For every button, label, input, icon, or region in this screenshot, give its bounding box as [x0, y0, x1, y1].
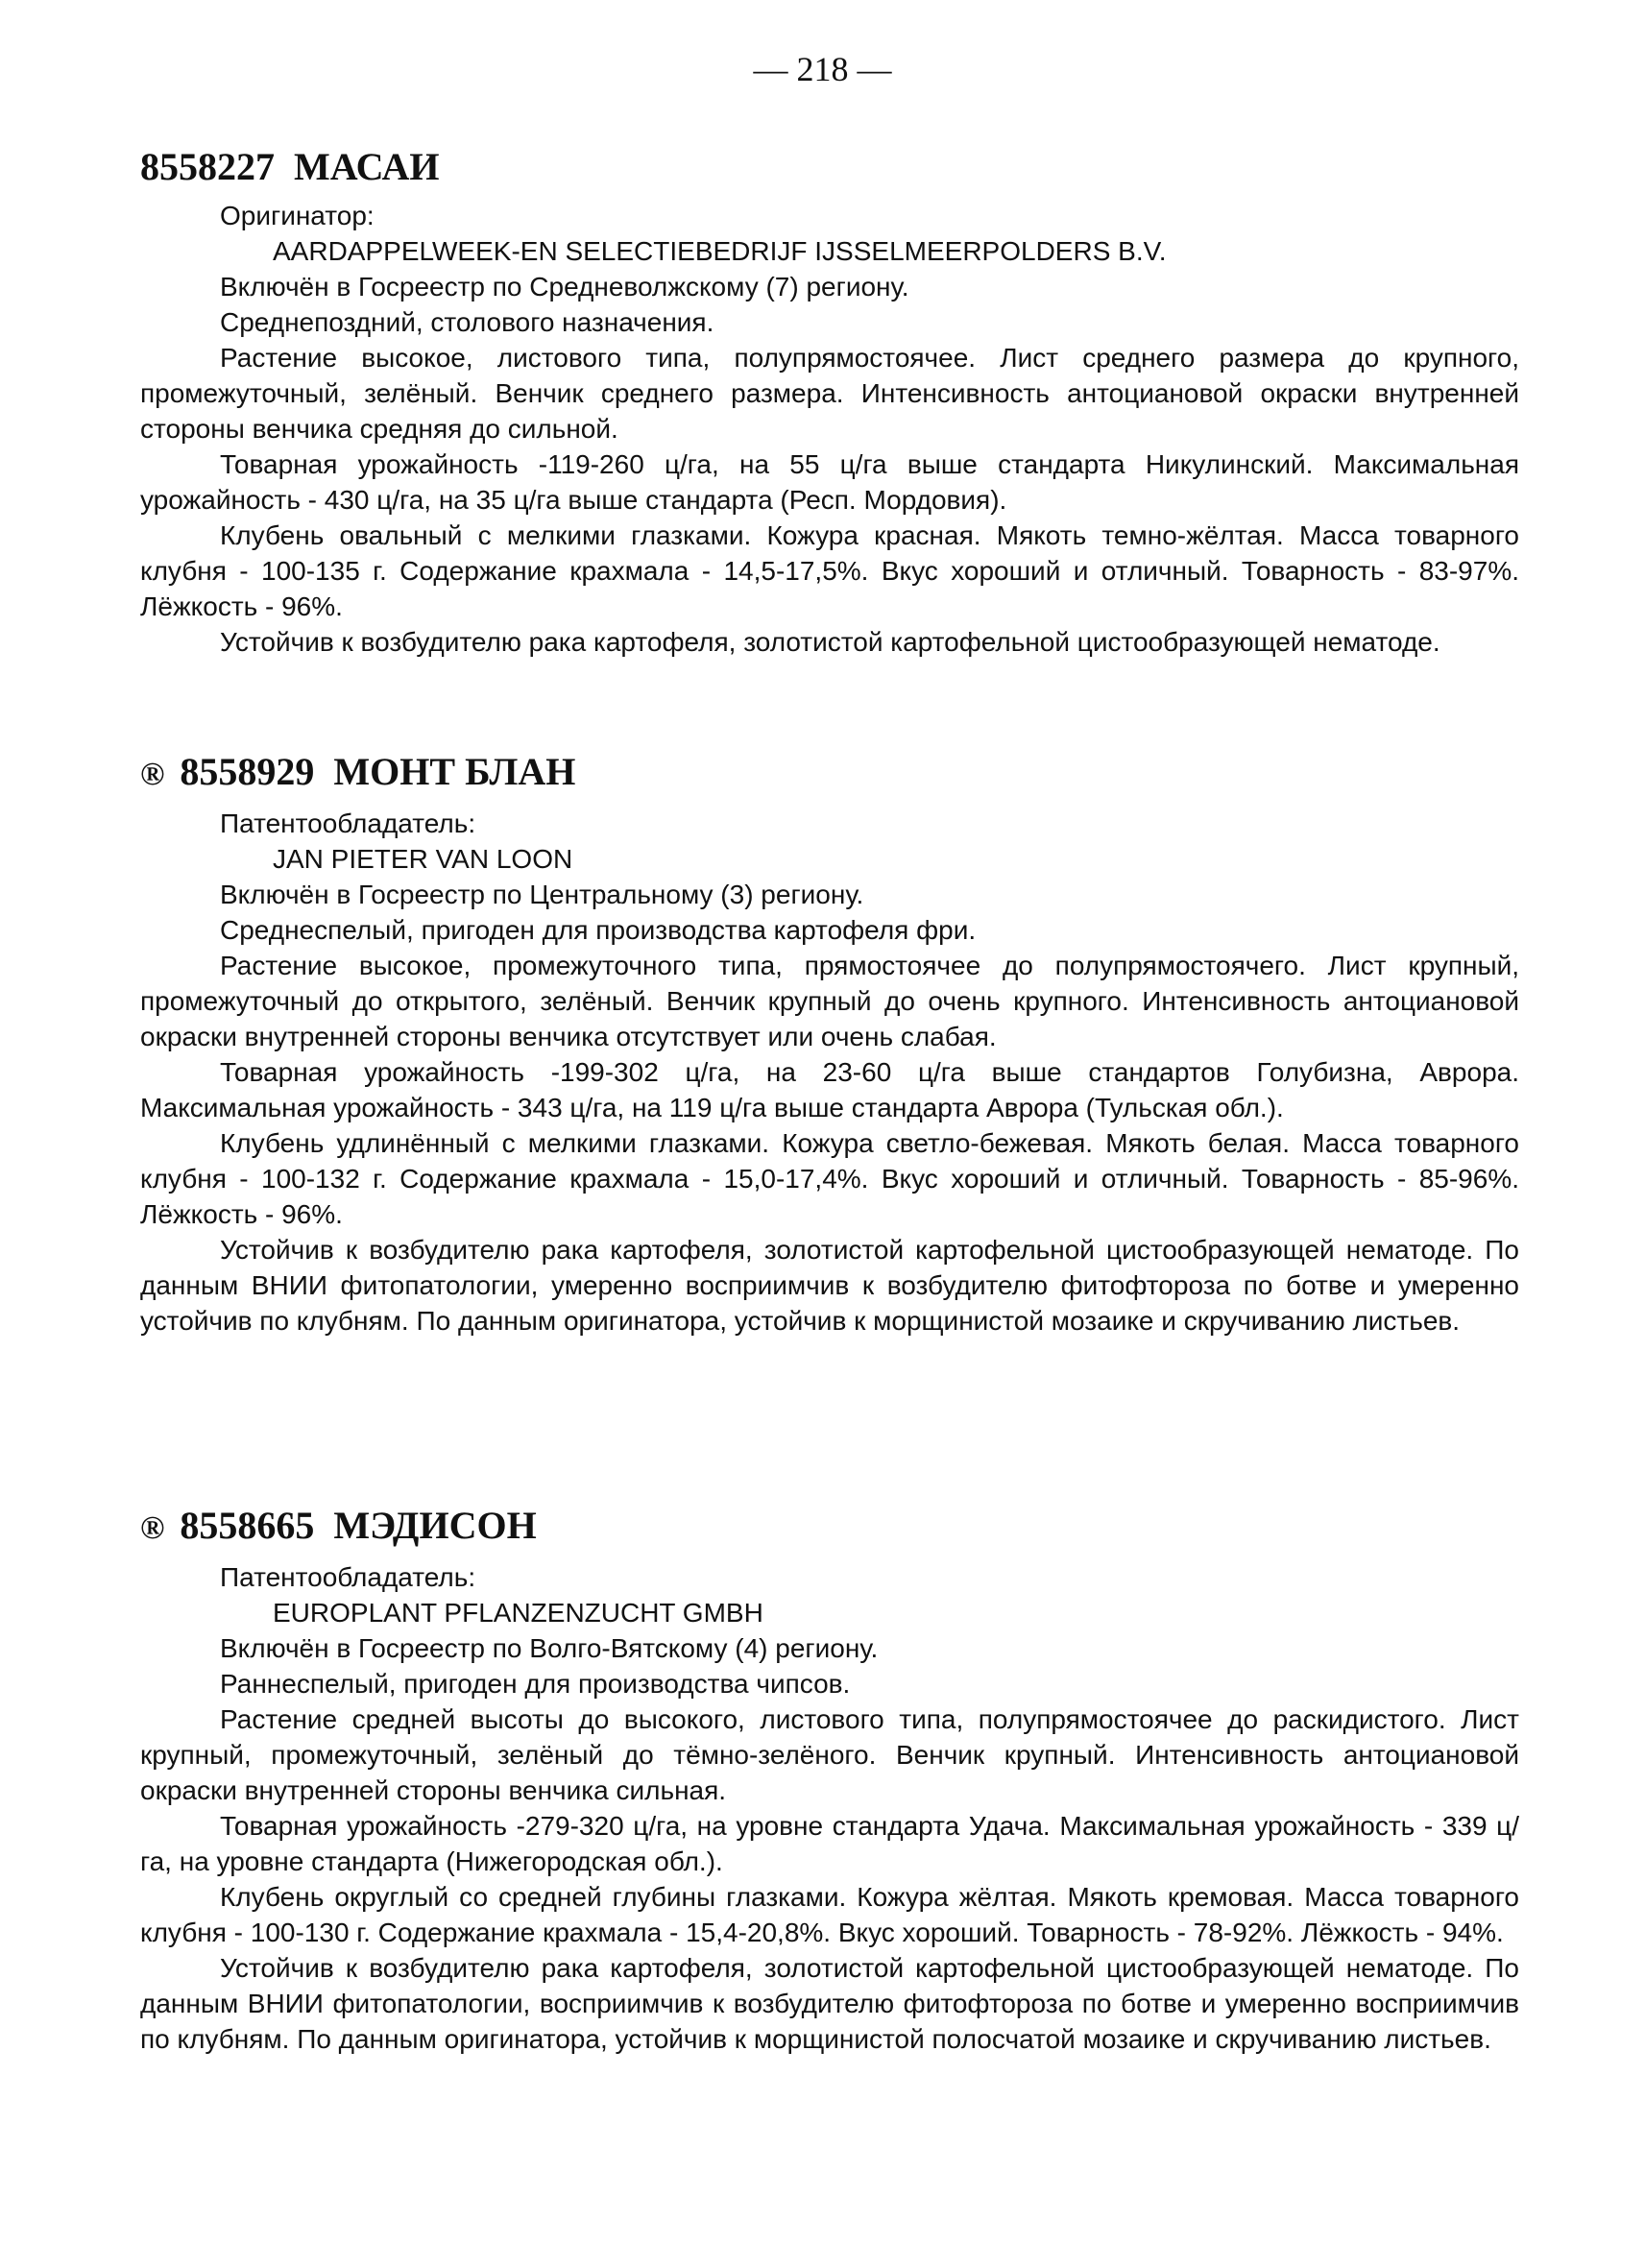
region-text: Включён в Госреестр по Центральному (3) региону. [220, 880, 864, 909]
holder-label: Оригинатор: [220, 201, 375, 230]
region-text: Включён в Госреестр по Средневолжскому (7) региону. [220, 272, 909, 302]
variety-title [140, 144, 1519, 190]
maturity-text: Раннеспелый, пригоден для производства чипсов. [220, 1669, 851, 1699]
resistance-description: Устойчив к возбудителю рака картофеля, золотистой картофельной цистообразующей нематоде. [220, 627, 1440, 657]
variety-entry [140, 144, 1519, 660]
resistance-description: Устойчив к возбудителю рака картофеля, золотистой картофельной цистообразующей нематоде. По данным ВНИИ фитопатологии, умеренно восприимчив к возбудителю фитофтороза по ботве и умеренно устойчив по клубням. По данным оригинатора, устойчив к морщинистой мозаике и скручиванию листьев. [140, 1235, 1519, 1336]
variety-name: МАСАИ [294, 145, 440, 188]
holder-name: EUROPLANT PFLANZENZUCHT GMBH [273, 1598, 763, 1628]
maturity-text: Среднепоздний, столового назначения. [220, 307, 714, 337]
tuber-description: Клубень удлинённый с мелкими глазками. Кожура светло-бежевая. Мякоть белая. Масса товарного клубня - 100-132 г. Содержание крахмала - 15,0-17,4%. Вкус хороший и отличный. Товарность - 85-96%. Лёжкость - 96%. [140, 1128, 1519, 1229]
holder-label: Патентообладатель: [220, 808, 476, 838]
holder-label: Патентообладатель: [220, 1562, 476, 1592]
yield-description: Товарная урожайность -119-260 ц/га, на 55 ц/га выше стандарта Никулинский. Максимальная урожайность - 430 ц/га, на 35 ц/га выше стандарта (Респ. Мордовия). [140, 449, 1519, 515]
variety-name: МЭДИСОН [333, 1504, 537, 1547]
holder-name: JAN PIETER VAN LOON [273, 844, 573, 874]
region-text: Включён в Госреестр по Волго-Вятскому (4) региону. [220, 1633, 879, 1663]
registered-mark: ® [140, 1510, 165, 1546]
plant-description: Растение средней высоты до высокого, листового типа, полупрямостоячее до раскидистого. Лист крупный, промежуточный, зелёный до тёмно-зелёного. Венчик крупный. Интенсивность антоциановой окраски внутренней стороны венчика сильная. [140, 1704, 1519, 1805]
yield-description: Товарная урожайность -279-320 ц/га, на уровне стандарта Удача. Максимальная урожайность - 339 ц/га, на уровне стандарта (Нижегородская обл.). [140, 1811, 1519, 1876]
variety-title [140, 749, 1519, 798]
variety-entry [140, 749, 1519, 1339]
yield-description: Товарная урожайность -199-302 ц/га, на 23-60 ц/га выше стандартов Голубизна, Аврора. Максимальная урожайность - 343 ц/га, на 119 ц/га выше стандарта Аврора (Тульская обл.). [140, 1057, 1519, 1122]
variety-description [140, 1559, 1519, 2057]
tuber-description: Клубень округлый со средней глубины глазками. Кожура жёлтая. Мякоть кремовая. Масса товарного клубня - 100-130 г. Содержание крахмала - 15,4-20,8%. Вкус хороший. Товарность - 78-92%. Лёжкость - 94%. [140, 1882, 1519, 1947]
variety-name: МОНТ БЛАН [333, 750, 576, 793]
tuber-description: Клубень овальный с мелкими глазками. Кожура красная. Мякоть темно-жёлтая. Масса товарного клубня - 100-135 г. Содержание крахмала - 14,5-17,5%. Вкус хороший и отличный. Товарность - 83-97%. Лёжкость - 96%. [140, 520, 1519, 621]
plant-description: Растение высокое, промежуточного типа, прямостоячее до полупрямостоячего. Лист крупный, промежуточный до открытого, зелёный. Венчик крупный до очень крупного. Интенсивность антоциановой окраски внутренней стороны венчика отсутствует или очень слабая. [140, 951, 1519, 1051]
resistance-description: Устойчив к возбудителю рака картофеля, золотистой картофельной цистообразующей нематоде. По данным ВНИИ фитопатологии, восприимчив к возбудителю фитофтороза по ботве и умеренно восприимчив по клубням. По данным оригинатора, устойчив к морщинистой полосчатой мозаике и скручиванию листьев. [140, 1953, 1519, 2054]
holder-name: AARDAPPELWEEK-EN SELECTIEBEDRIJF IJSSELMEERPOLDERS B.V. [273, 236, 1167, 266]
variety-entry [140, 1503, 1519, 2057]
variety-code: 8558665 [180, 1504, 315, 1547]
variety-description [140, 806, 1519, 1339]
variety-title [140, 1503, 1519, 1552]
registered-mark: ® [140, 757, 165, 792]
maturity-text: Среднеспелый, пригоден для производства картофеля фри. [220, 915, 977, 945]
variety-code: 8558929 [180, 750, 315, 793]
page-number: — 218 — [753, 50, 892, 88]
variety-description [140, 198, 1519, 660]
variety-code: 8558227 [140, 145, 275, 188]
plant-description: Растение высокое, листового типа, полупрямостоячее. Лист среднего размера до крупного, промежуточный, зелёный. Венчик среднего размера. Интенсивность антоциановой окраски внутренней стороны венчика средняя до сильной. [140, 343, 1519, 444]
